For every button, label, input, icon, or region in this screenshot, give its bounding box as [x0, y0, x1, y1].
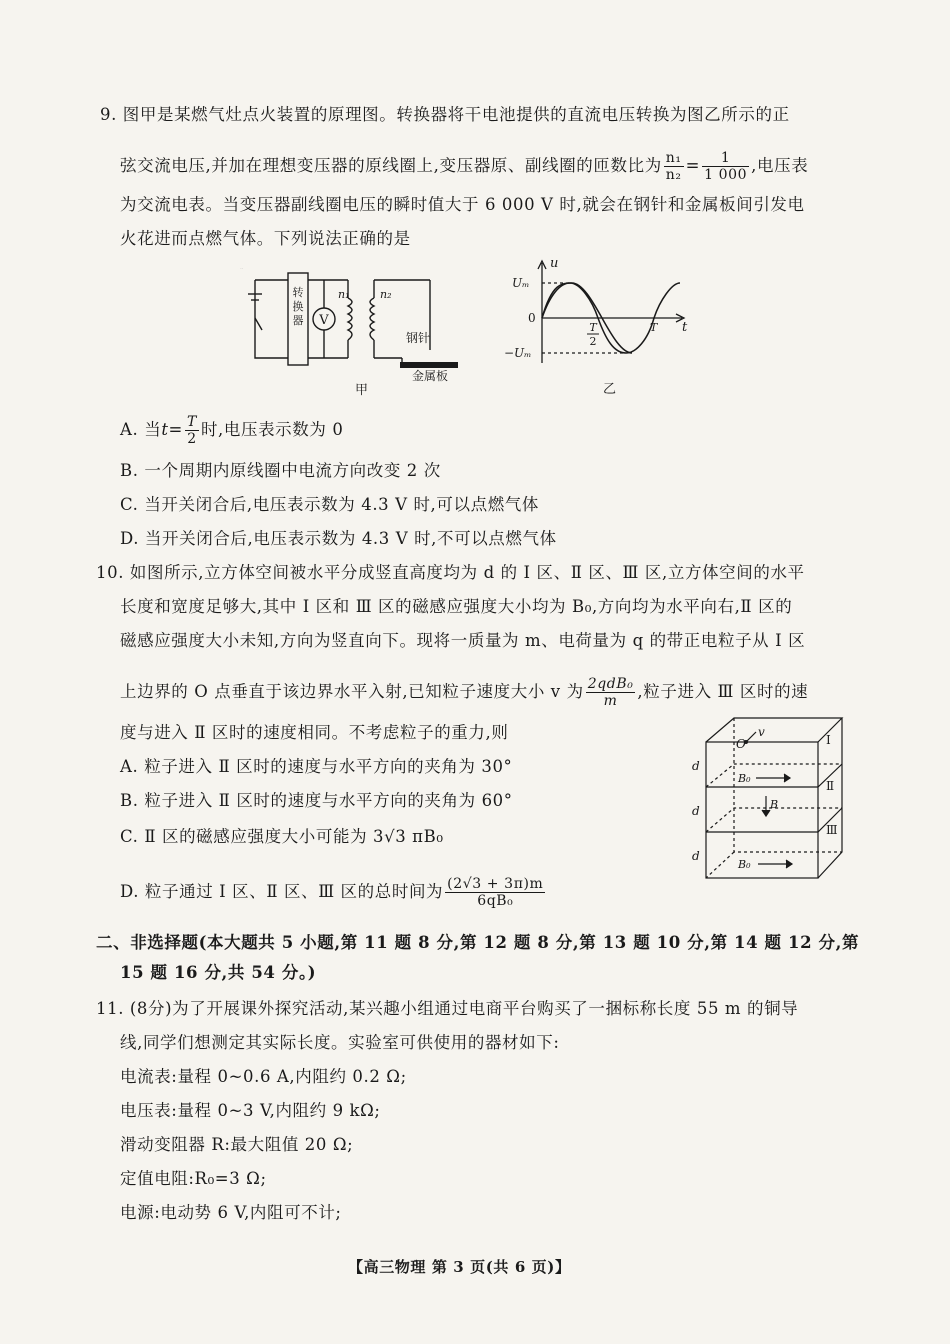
cube-b-mid-label: B	[770, 798, 779, 811]
converter-label: 转换器	[240, 268, 243, 269]
q9-option-a-frac	[185, 414, 199, 447]
t-axis-label: t	[682, 320, 688, 335]
q10-option-d-frac	[445, 876, 545, 909]
cube-b-bot-label: B₀	[738, 858, 751, 871]
fig-jia-caption: 甲	[355, 383, 369, 398]
plate-label: 金属板	[412, 369, 449, 383]
fig-yi-caption: 乙	[603, 382, 617, 397]
n2-label: n₂	[380, 288, 392, 301]
q10-option-d	[120, 876, 547, 909]
n1-label: n₁	[338, 288, 350, 301]
ratio-lhs-num: n₁	[665, 150, 682, 166]
figure-cube	[686, 712, 846, 882]
cube-zone3-label: Ⅲ	[826, 823, 838, 837]
secondary-coil	[370, 298, 374, 340]
converter-label-1: 转	[292, 286, 304, 299]
um-label: Uₘ	[512, 276, 530, 290]
period-label: T	[650, 321, 658, 334]
q11-line2: 线,同学们想测定其实际长度。实验室可供使用的器材如下:	[120, 1033, 560, 1052]
q10-option-a: A. 粒子进入 Ⅱ 区时的速度与水平方向的夹角为 30°	[120, 757, 513, 776]
q10-line4	[120, 676, 808, 709]
q11-line1: 11. (8分)为了开展课外探究活动,某兴趣小组通过电商平台购买了一捆标称长度 55 m 的铜导	[96, 999, 799, 1018]
page-footer: 【高三物理 第 3 页(共 6 页)】	[348, 1258, 571, 1276]
ratio-lhs	[664, 150, 684, 183]
u-axis-label: u	[550, 256, 559, 271]
q10-option-b: B. 粒子进入 Ⅱ 区时的速度与水平方向的夹角为 60°	[120, 791, 513, 810]
cube-d2-label: d	[692, 804, 700, 818]
q9-option-a-num: T	[186, 414, 197, 430]
cube-top-face	[706, 718, 842, 742]
q10-line4-a: 上边界的 O 点垂直于该边界水平入射,已知粒子速度大小 v 为	[120, 682, 584, 701]
q9-stem-line3: 为交流电表。当变压器副线圈电压的瞬时值大于 6 000 V 时,就会在钢针和金属板间引发电	[120, 195, 805, 214]
q9-stem-line2-a: 弦交流电压,并加在理想变压器的原线圈上,变压器原、副线圈的匝数比为	[120, 156, 662, 175]
q10-velocity-den: m	[603, 693, 618, 709]
divider-2	[706, 808, 842, 832]
converter-label-2: 换	[292, 300, 304, 313]
q9-option-a	[120, 414, 343, 447]
q10-option-d-den: 6qB₀	[477, 893, 514, 909]
section2-line1: 二、非选择题(本大题共 5 小题,第 11 题 8 分,第 12 题 8 分,第 13 题 10 分,第 14 题 12 分,第	[96, 933, 860, 952]
q10-option-d-prefix: D. 粒子通过 Ⅰ 区、Ⅱ 区、Ⅲ 区的总时间为	[120, 882, 444, 901]
q10-velocity-frac	[586, 676, 636, 709]
q11-item5: 电源:电动势 6 V,内阻可不计;	[120, 1203, 342, 1222]
metal-plate-icon	[400, 362, 458, 368]
cube-d1-label: d	[692, 759, 700, 773]
q11-item3: 滑动变阻器 R:最大阻值 20 Ω;	[120, 1135, 354, 1154]
q9-option-c: C. 当开关闭合后,电压表示数为 4.3 V 时,可以点燃气体	[120, 495, 540, 514]
cube-zone2-label: Ⅱ	[826, 779, 835, 793]
cube-v-label: v	[758, 725, 765, 739]
q10-line2: 长度和宽度足够大,其中 Ⅰ 区和 Ⅲ 区的磁感应强度大小均为 B₀,方向均为水平向右,Ⅱ 区的	[120, 597, 793, 616]
cube-b-top-label: B₀	[738, 772, 751, 785]
q9-option-b: B. 一个周期内原线圈中电流方向改变 2 次	[120, 461, 441, 480]
q11-item1: 电流表:量程 0~0.6 A,内阻约 0.2 Ω;	[120, 1067, 407, 1086]
q9-stem-line4: 火花进而点燃气体。下列说法正确的是	[120, 229, 411, 248]
primary-coil	[348, 298, 352, 340]
q10-line5: 度与进入 Ⅱ 区时的速度相同。不考虑粒子的重力,则	[120, 723, 509, 742]
voltmeter-label: V	[319, 313, 329, 328]
origin-label: 0	[528, 311, 536, 325]
divider-1	[706, 764, 842, 787]
ratio-rhs-num: 1	[702, 150, 749, 167]
velocity-arrow	[746, 732, 756, 742]
ratio-lhs-den: n₂	[665, 167, 682, 183]
q10-line4-b: ,粒子进入 Ⅲ 区时的速	[637, 682, 809, 701]
converter-label-3: 器	[292, 314, 304, 327]
q9-stem-line1: 9. 图甲是某燃气灶点火装置的原理图。转换器将干电池提供的直流电压转换为图乙所示的正	[100, 105, 790, 124]
section2-line2: 15 题 16 分,共 54 分。)	[120, 963, 317, 982]
q9-option-d: D. 当开关闭合后,电压表示数为 4.3 V 时,不可以点燃气体	[120, 529, 557, 548]
q10-option-c: C. Ⅱ 区的磁感应强度大小可能为 3√3 πB₀	[120, 827, 444, 846]
figure-jia-circuit	[240, 268, 470, 398]
q9-option-a-suffix: 时,电压表示数为 0	[200, 420, 344, 439]
q9-stem-line2-b: ,电压表	[751, 156, 809, 175]
ratio-eq: =	[685, 156, 701, 175]
q9-option-a-prefix: A. 当	[120, 420, 162, 439]
q10-option-d-num: (2√3 + 3π)m	[447, 876, 544, 892]
cube-zone1-label: Ⅰ	[826, 733, 831, 747]
q10-velocity-num: 2qdB₀	[587, 676, 634, 692]
ratio-rhs-den: 1 000	[704, 167, 748, 183]
figure-yi-waveform	[500, 255, 700, 400]
half-period-num: T	[589, 321, 597, 334]
switch-icon	[255, 318, 262, 330]
needle-label: 钢针	[406, 331, 431, 345]
q11-item4: 定值电阻:R₀=3 Ω;	[120, 1169, 267, 1188]
q11-item2: 电压表:量程 0~3 V,内阻约 9 kΩ;	[120, 1101, 381, 1120]
q10-line3: 磁感应强度大小未知,方向为竖直向下。现将一质量为 m、电荷量为 q 的带正电粒子从 Ⅰ 区	[120, 631, 806, 650]
half-period-den: 2	[589, 335, 597, 348]
cube-d3-label: d	[692, 849, 700, 863]
neg-um-label: −Uₘ	[504, 346, 532, 360]
q9-option-a-eq: =	[168, 420, 183, 439]
q10-line1: 10. 如图所示,立方体空间被水平分成竖直高度均为 d 的 Ⅰ 区、Ⅱ 区、Ⅲ 区,立方体空间的水平	[96, 563, 805, 582]
q9-stem-line2	[120, 150, 808, 183]
q9-option-a-den: 2	[187, 431, 197, 447]
battery-wire	[255, 280, 288, 358]
cube-o-label: O	[736, 737, 746, 751]
q9-option-a-t: t	[161, 420, 169, 439]
ratio-rhs	[702, 150, 749, 183]
